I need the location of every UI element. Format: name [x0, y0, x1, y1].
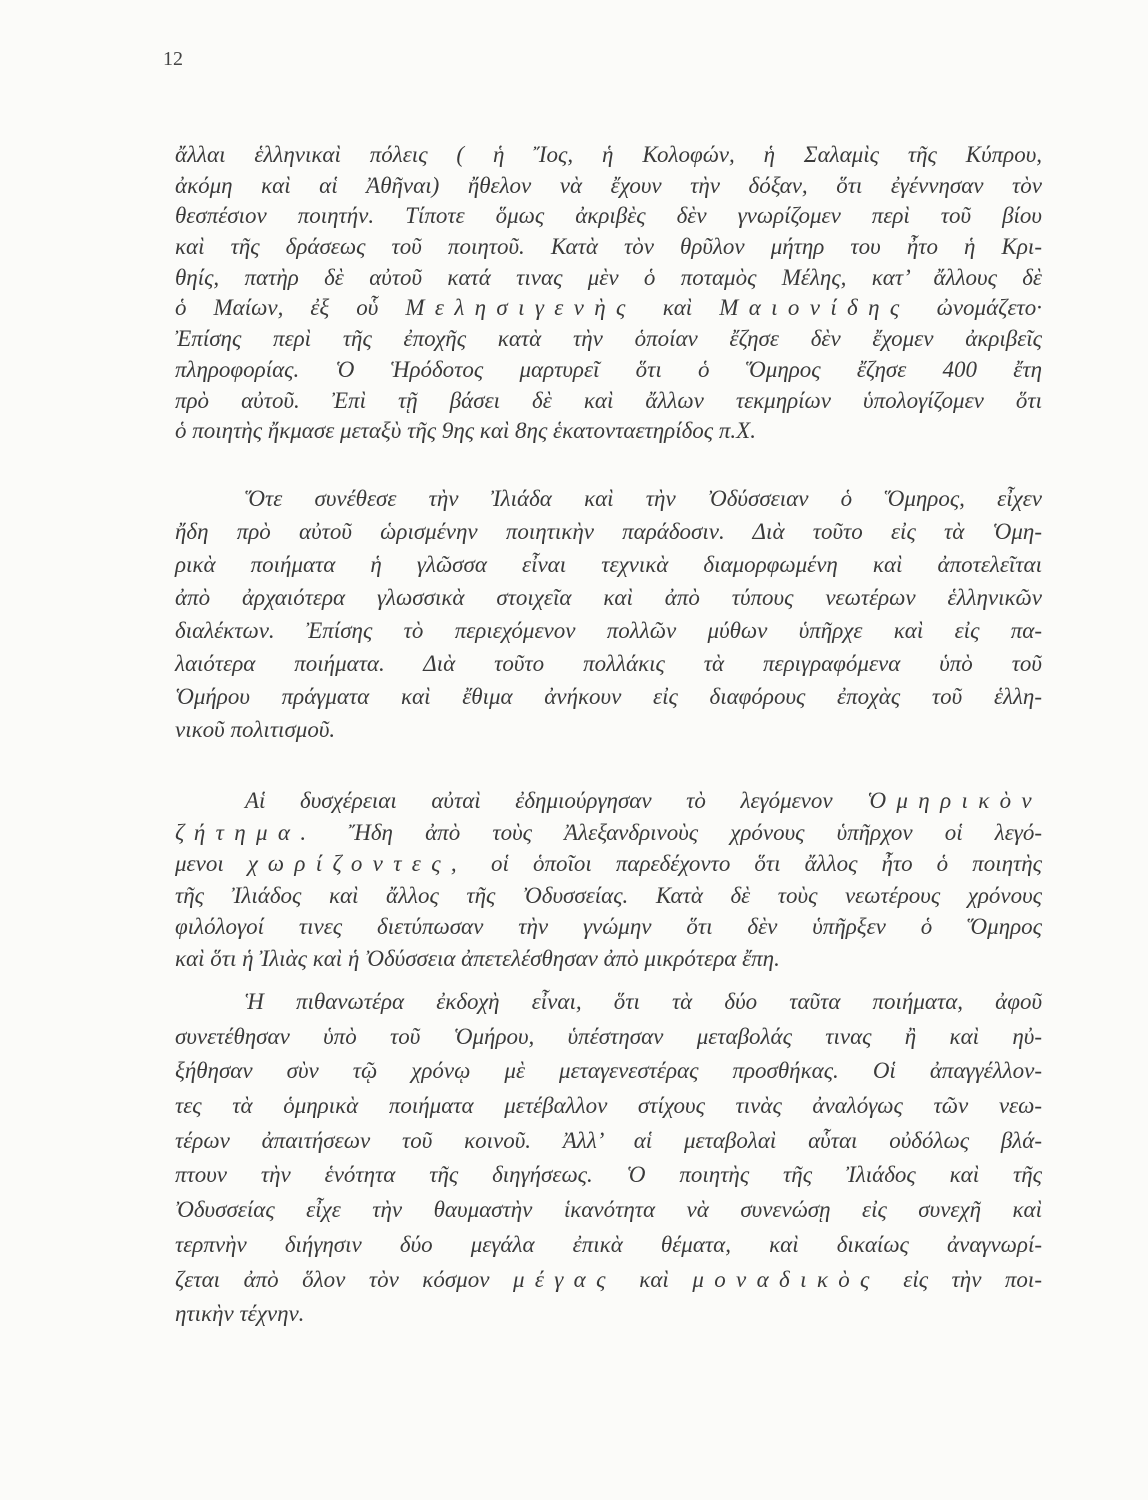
text-segment: Ἡ πιθανωτέρα ἐκδοχὴ εἶναι, ὅτι τὰ δύο ταῦτα ποιήματα, ἀφοῦ: [245, 989, 1042, 1014]
text-line: [175, 1054, 1042, 1089]
text-line: [175, 140, 1042, 171]
text-segment: ζεται ἀπὸ ὅλον τὸν κόσμον: [175, 1266, 513, 1292]
text-line: [175, 386, 1042, 417]
text-line: [175, 416, 1042, 447]
text-line: [175, 201, 1042, 232]
text-segment: ρικὰ ποιήματα ἡ γλῶσσα εἶναι τεχνικὰ διαμορφωμένη καὶ ἀποτελεῖται: [175, 552, 1042, 577]
text-line: [175, 785, 1042, 817]
text-segment: τῆς Ἰλιάδος καὶ ἄλλος τῆς Ὀδυσσείας. Κατὰ δὲ τοὺς νεωτέρους χρόνους: [175, 882, 1042, 908]
text-line: [175, 911, 1042, 943]
text-line: [175, 817, 1042, 849]
text-line: [175, 1228, 1042, 1263]
text-line: [175, 848, 1042, 880]
text-segment: εἰς τὴν ποι-: [879, 1266, 1042, 1292]
spaced-emphasis-text: μοναδικὸς: [692, 1266, 880, 1292]
text-segment: ὁ ποιητὴς ἤκμασε μεταξὺ τῆς 9ης καὶ 8ης ἑκατονταετηρίδος π.Χ.: [175, 418, 756, 444]
spaced-emphasis-text: μέγας: [512, 1266, 616, 1292]
text-segment: πρὸ αὐτοῦ. Ἐπὶ τῇ βάσει δὲ καὶ ἄλλων τεκμηρίων ὑπολογίζομεν ὅτι: [175, 387, 1042, 413]
text-segment: Ἐπίσης περὶ τῆς ἐποχῆς κατὰ τὴν ὁποίαν ἔζησε δὲν ἔχομεν ἀκριβεῖς: [175, 326, 1042, 352]
text-line: [175, 355, 1042, 386]
text-segment: πληροφορίας. Ὁ Ἡρόδοτος μαρτυρεῖ ὅτι ὁ Ὅμηρος ἔζησε 400 ἔτη: [175, 356, 1042, 382]
text-line: [175, 1263, 1042, 1298]
text-segment: Ὀδυσσείας εἶχε τὴν θαυμαστὴν ἱκανότητα νὰ συνενώσῃ εἰς συνεχῆ καὶ: [175, 1197, 1042, 1223]
text-segment: θεσπέσιον ποιητήν. Τίποτε ὅμως ἀκριβὲς δὲν γνωρίζομεν περὶ τοῦ βίου: [175, 203, 1042, 229]
text-segment: τερπνὴν διήγησιν δύο μεγάλα ἐπικὰ θέματα, καὶ δικαίως ἀναγνωρί-: [175, 1231, 1042, 1257]
text-line: [175, 680, 1042, 713]
paragraph: [175, 482, 1042, 746]
text-segment: συνετέθησαν ὑπὸ τοῦ Ὁμήρου, ὑπέστησαν μεταβολάς τινας ἢ καὶ ηὐ-: [175, 1023, 1042, 1049]
text-segment: ἀκόμη καὶ αἱ Ἀθῆναι) ἤθελον νὰ ἔχουν τὴν δόξαν, ὅτι ἐγέννησαν τὸν: [175, 172, 1042, 198]
text-segment: καὶ: [615, 1266, 693, 1292]
text-line: [175, 581, 1042, 614]
paragraph: [175, 140, 1042, 447]
text-line: [175, 1020, 1042, 1055]
text-segment: Ὁμήρου πράγματα καὶ ἔθιμα ἀνήκουν εἰς διαφόρους ἐποχὰς τοῦ ἑλλη-: [175, 684, 1042, 709]
text-line: [175, 647, 1042, 680]
text-segment: Ὅτε συνέθεσε τὴν Ἰλιάδα καὶ τὴν Ὀδύσσειαν ὁ Ὅμηρος, εἶχεν: [245, 486, 1042, 511]
text-segment: μενοι: [175, 851, 248, 876]
text-line: [175, 171, 1042, 202]
text-segment: οἱ ὁποῖοι παρεδέχοντο ὅτι ἄλλος ἦτο ὁ ποιητὴς: [467, 851, 1042, 876]
text-line: [175, 515, 1042, 548]
text-segment: Ἤδη ἀπὸ τοὺς Ἀλεξανδρινοὺς χρόνους ὑπῆρχον οἱ λεγό-: [316, 819, 1042, 845]
text-segment: ὁ Μαίων, ἐξ οὗ: [175, 295, 406, 321]
text-segment: καὶ: [635, 295, 720, 321]
text-segment: Αἱ δυσχέρειαι αὐταὶ ἐδημιούργησαν τὸ λεγόμενον: [245, 788, 868, 813]
text-segment: ητικὴν τέχνην.: [175, 1301, 305, 1327]
text-segment: λαιότερα ποιήματα. Διὰ τοῦτο πολλάκις τὰ περιγραφόμενα ὑπὸ τοῦ: [175, 651, 1042, 676]
text-line: [175, 482, 1042, 515]
text-line: [175, 232, 1042, 263]
spaced-emphasis-text: χωρίζοντες,: [247, 851, 468, 876]
text-line: [175, 880, 1042, 912]
text-line: [175, 1193, 1042, 1228]
text-line: [175, 943, 1042, 975]
text-segment: καὶ ὅτι ἡ Ἰλιὰς καὶ ἡ Ὀδύσσεια ἀπετελέσθησαν ἀπὸ μικρότερα ἔπη.: [175, 945, 780, 971]
text-segment: τέρων ἀπαιτήσεων τοῦ κοινοῦ. Ἀλλ’ αἱ μεταβολαὶ αὗται οὐδόλως βλά-: [175, 1127, 1042, 1153]
text-segment: πτουν τὴν ἑνότητα τῆς διηγήσεως. Ὁ ποιητὴς τῆς Ἰλιάδος καὶ τῆς: [175, 1162, 1042, 1188]
page-number: 12: [163, 48, 183, 70]
text-segment: ὠνομάζετο·: [909, 295, 1042, 321]
paragraph: [175, 785, 1042, 974]
spaced-emphasis-text: Μελησιγενὴς: [405, 295, 636, 321]
text-line: [175, 713, 1042, 746]
text-line: [175, 324, 1042, 355]
text-segment: ἤδη πρὸ αὐτοῦ ὡρισμένην ποιητικὴν παράδοσιν. Διὰ τοῦτο εἰς τὰ Ὁμη-: [175, 519, 1042, 544]
text-segment: ξήθησαν σὺν τῷ χρόνῳ μὲ μεταγενεστέρας προσθήκας. Οἱ ἀπαγγέλλον-: [175, 1058, 1042, 1084]
text-line: [175, 985, 1042, 1020]
text-segment: φιλόλογοί τινες διετύπωσαν τὴν γνώμην ὅτι δὲν ὑπῆρξεν ὁ Ὅμηρος: [175, 914, 1042, 939]
text-line: [175, 293, 1042, 324]
text-segment: νικοῦ πολιτισμοῦ.: [175, 717, 336, 742]
spaced-emphasis-text: Ὁμηρικὸν: [867, 788, 1042, 813]
text-line: [175, 1297, 1042, 1332]
text-line: [175, 1089, 1042, 1124]
text-line: [175, 1158, 1042, 1193]
spaced-emphasis-text: ζήτημα.: [175, 819, 317, 845]
text-line: [175, 1124, 1042, 1159]
text-segment: τες τὰ ὁμηρικὰ ποιήματα μετέβαλλον στίχους τινὰς ἀναλόγως τῶν νεω-: [175, 1093, 1042, 1119]
text-segment: ἄλλαι ἑλληνικαὶ πόλεις ( ἡ Ἴος, ἡ Κολοφών, ἡ Σαλαμὶς τῆς Κύπρου,: [175, 142, 1042, 167]
text-line: [175, 548, 1042, 581]
text-segment: θηίς, πατὴρ δὲ αὐτοῦ κατά τινας μὲν ὁ ποταμὸς Μέλης, κατ’ ἄλλους δὲ: [175, 264, 1042, 290]
paragraph: [175, 985, 1042, 1332]
text-segment: διαλέκτων. Ἐπίσης τὸ περιεχόμενον πολλῶν μύθων ὑπῆρχε καὶ εἰς πα-: [175, 618, 1042, 643]
text-segment: καὶ τῆς δράσεως τοῦ ποιητοῦ. Κατὰ τὸν θρῦλον μήτηρ του ἦτο ἡ Κρι-: [175, 234, 1042, 260]
text-segment: ἀπὸ ἀρχαιότερα γλωσσικὰ στοιχεῖα καὶ ἀπὸ τύπους νεωτέρων ἑλληνικῶν: [175, 585, 1042, 610]
text-line: [175, 614, 1042, 647]
spaced-emphasis-text: Μαιονίδης: [719, 295, 910, 321]
text-line: [175, 263, 1042, 294]
